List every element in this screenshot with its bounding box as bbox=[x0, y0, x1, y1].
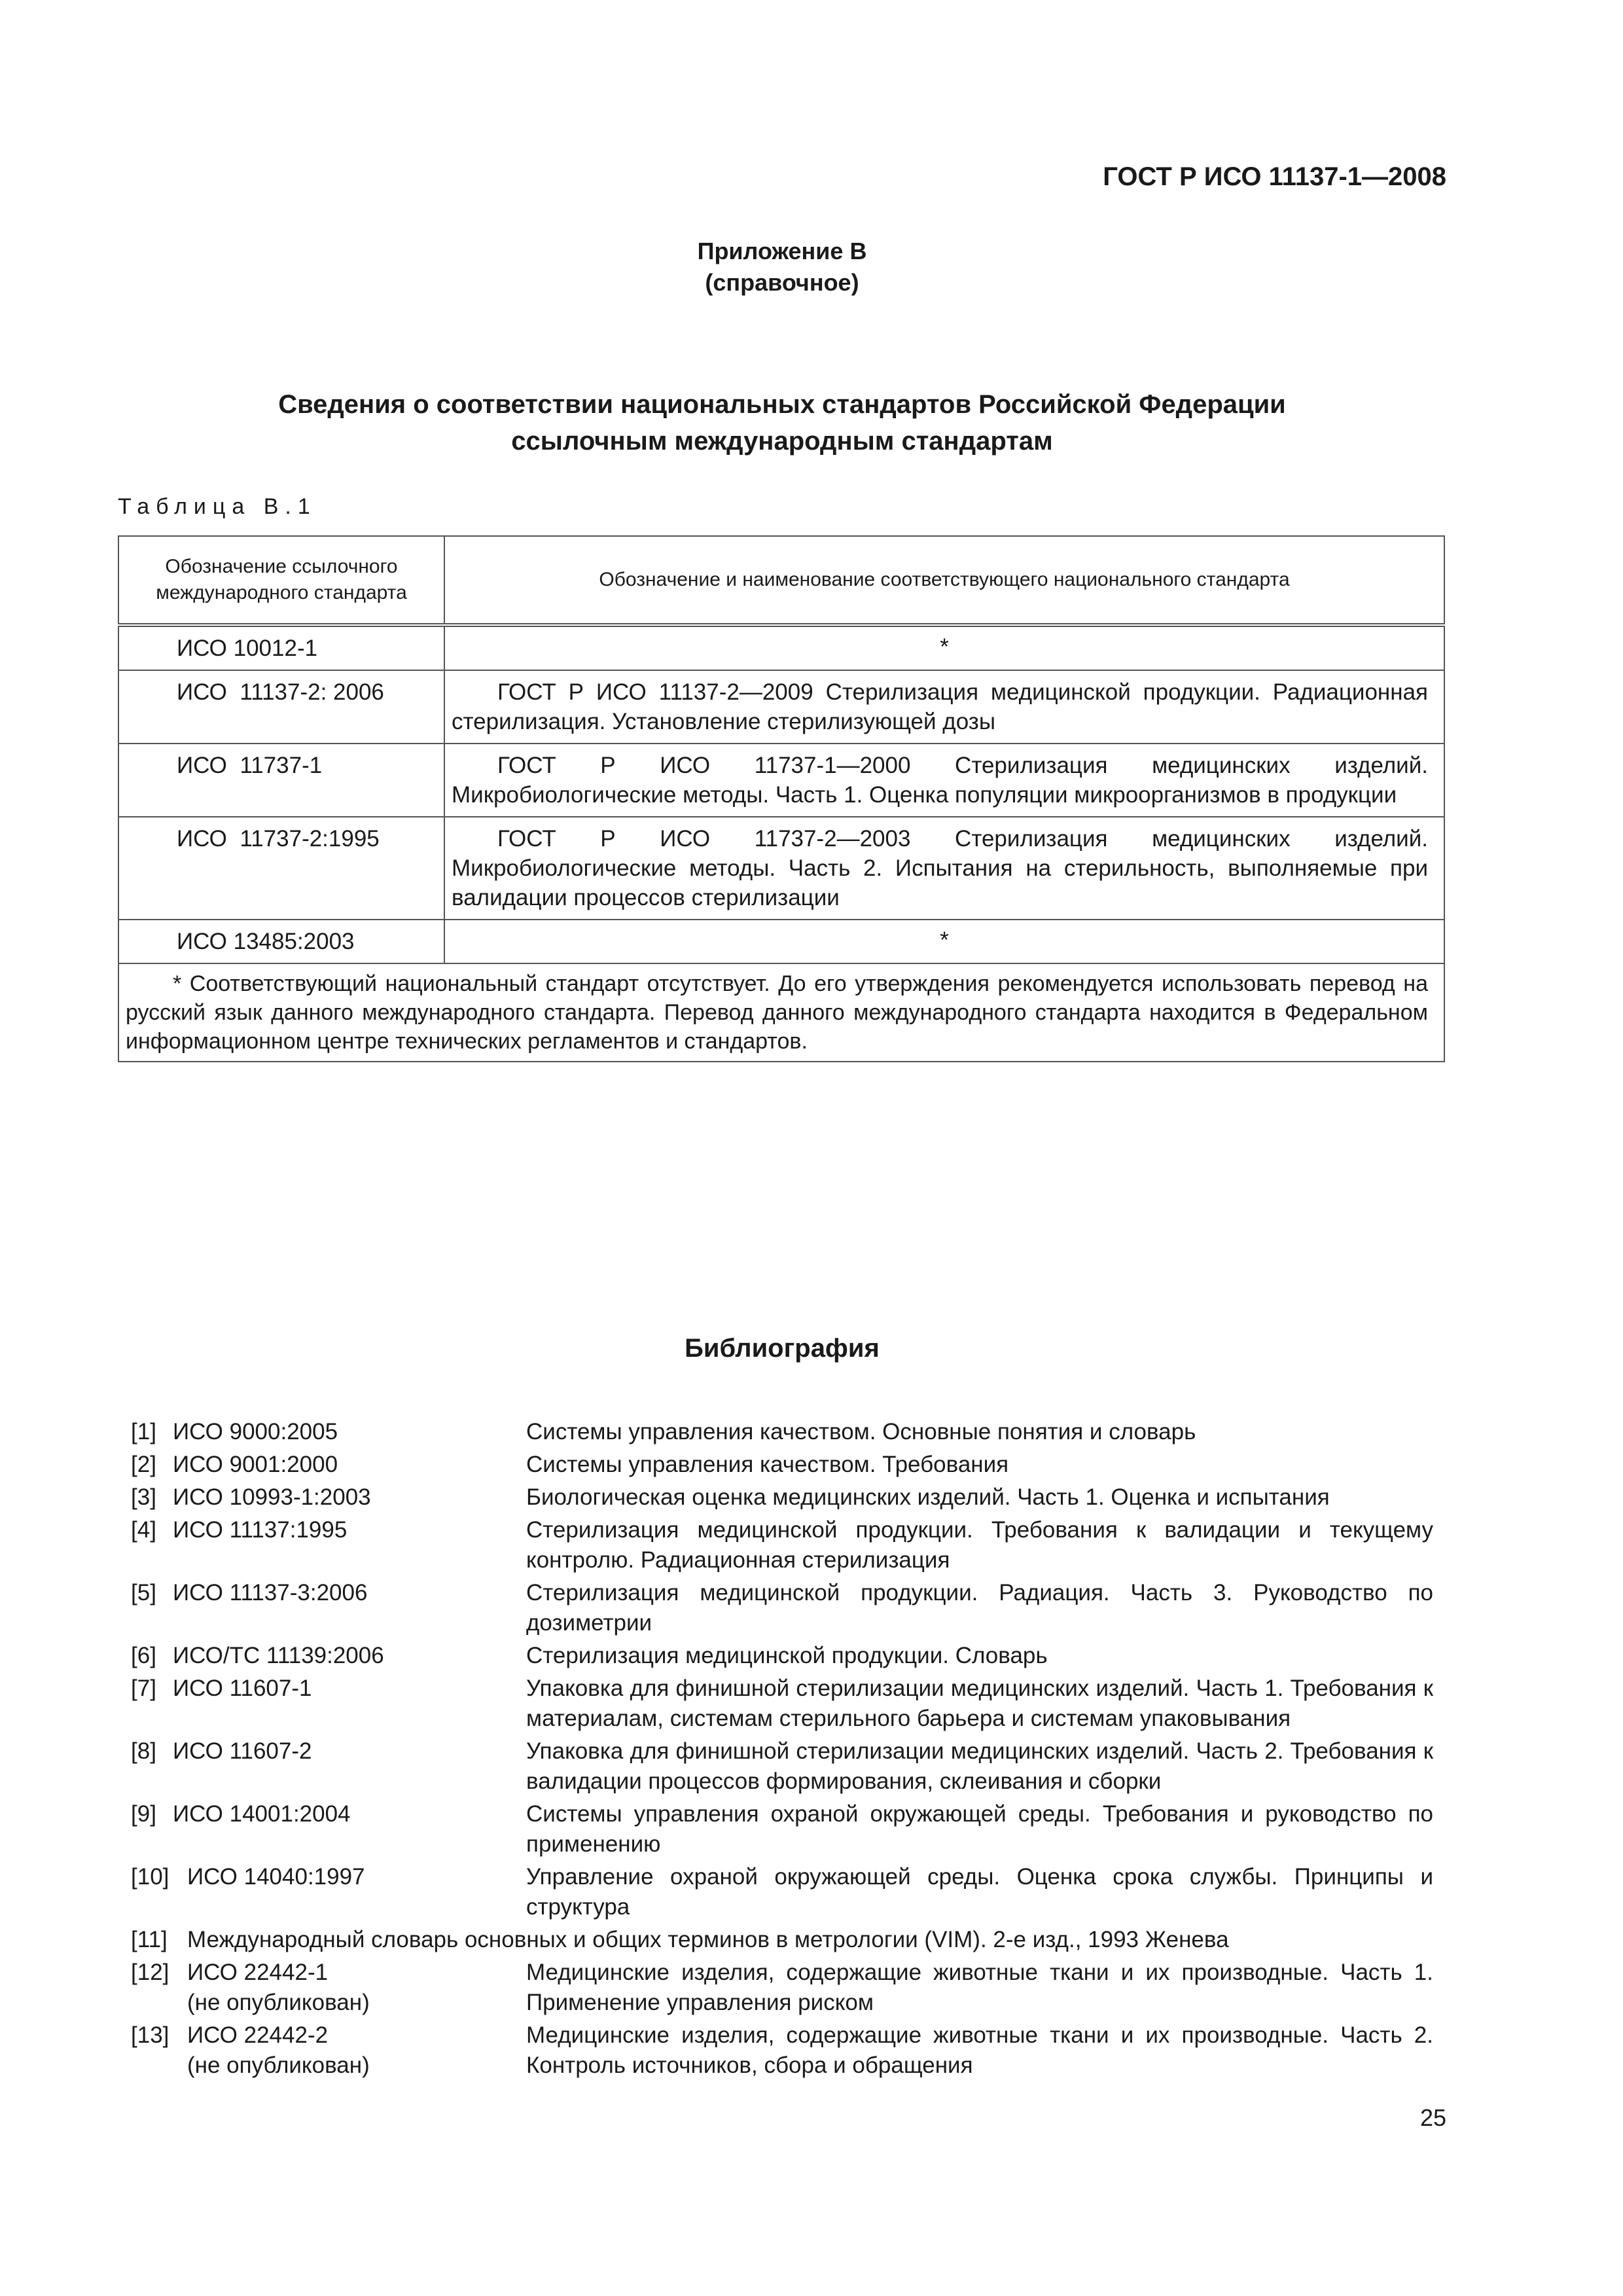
bib-number: [11] bbox=[131, 1927, 168, 1952]
bib-description: Упаковка для финишной стерилизации медицинских изделий. Часть 1. Требования к материалам, системам стерильного барьера и системам упаковывания bbox=[526, 1676, 1433, 1731]
bib-code: ИСО 9000:2005 bbox=[173, 1419, 338, 1444]
bib-description: Системы управления качеством. Требования bbox=[526, 1452, 1009, 1477]
bib-description: Системы управления качеством. Основные понятия и словарь bbox=[526, 1419, 1196, 1444]
table-cell-iso: ИСО 13485:2003 bbox=[118, 920, 444, 963]
bib-code: ИСО 14001:2004 bbox=[173, 1801, 351, 1827]
bib-description: Системы управления охраной окружающей среды. Требования и руководство по применению bbox=[526, 1801, 1433, 1857]
list-item bbox=[131, 1417, 1433, 1447]
table-header-national: Обозначение и наименование соответствующего национального стандарта bbox=[444, 536, 1444, 625]
annex-title: Приложение В bbox=[697, 238, 867, 264]
correspondence-table bbox=[118, 535, 1445, 1062]
bib-number: [5] bbox=[131, 1580, 156, 1605]
bib-code: ИСО 11137-3:2006 bbox=[173, 1580, 368, 1605]
bib-code: ИСО 11607-2 bbox=[173, 1738, 312, 1764]
table-row bbox=[118, 817, 1444, 920]
list-item bbox=[131, 1578, 1433, 1638]
list-item bbox=[131, 1482, 1433, 1513]
list-item bbox=[131, 1925, 1433, 1955]
table-row bbox=[118, 625, 1444, 670]
bib-description: Медицинские изделия, содержащие животные ткани и их производные. Часть 2. Контроль источников, сбора и обращения bbox=[526, 2022, 1433, 2078]
list-item bbox=[131, 2020, 1433, 2081]
section-title-line-2: ссылочным международным стандартам bbox=[511, 427, 1053, 456]
table-cell-iso: ИСО 11737-2:1995 bbox=[118, 817, 444, 920]
table-cell-national: ГОСТ Р ИСО 11737-1—2000 Стерилизация медицинских изделий. Микробиологические методы. Часть 1. Оценка популяции микроорганизмов в продукции bbox=[444, 744, 1444, 817]
table-note-row bbox=[118, 963, 1444, 1062]
list-item bbox=[131, 1862, 1433, 1922]
list-item bbox=[131, 1958, 1433, 2018]
annex-type: (справочное) bbox=[705, 269, 859, 296]
list-item bbox=[131, 1736, 1433, 1797]
section-title-line-1: Сведения о соответствии национальных стандартов Российской Федерации bbox=[278, 390, 1286, 419]
bib-description: Стерилизация медицинской продукции. Требования к валидации и текущему контролю. Радиационная стерилизация bbox=[526, 1517, 1433, 1573]
bib-number: [4] bbox=[131, 1517, 156, 1543]
table-cell-iso: ИСО 11137-2: 2006 bbox=[118, 670, 444, 744]
bib-code: ИСО 22442-1 (не опубликован) bbox=[187, 1960, 370, 2015]
table-cell-iso: ИСО 11737-1 bbox=[118, 744, 444, 817]
table-row bbox=[118, 670, 1444, 744]
bib-code: ИСО 22442-2 (не опубликован) bbox=[187, 2022, 370, 2078]
bib-number: [7] bbox=[131, 1676, 156, 1701]
table-cell-iso: ИСО 10012-1 bbox=[118, 625, 444, 670]
bib-number: [1] bbox=[131, 1419, 156, 1444]
table-caption: Таблица В.1 bbox=[118, 494, 317, 519]
list-item bbox=[131, 1450, 1433, 1480]
bib-number: [8] bbox=[131, 1738, 156, 1764]
bib-number: [3] bbox=[131, 1484, 156, 1510]
bib-number: [6] bbox=[131, 1643, 156, 1668]
bib-code: ИСО 9001:2000 bbox=[173, 1452, 338, 1477]
bib-code: ИСО 11137:1995 bbox=[173, 1517, 348, 1543]
bib-code: ИСО/ТС 11139:2006 bbox=[173, 1643, 384, 1668]
bibliography-title: Библиография bbox=[685, 1334, 880, 1363]
bib-number: [2] bbox=[131, 1452, 156, 1477]
bib-description: Упаковка для финишной стерилизации медицинских изделий. Часть 2. Требования к валидации процессов формирования, склеивания и сборки bbox=[526, 1738, 1433, 1794]
bib-number: [13] bbox=[131, 2022, 169, 2048]
bib-code: ИСО 10993-1:2003 bbox=[173, 1484, 371, 1510]
bib-number: [9] bbox=[131, 1801, 156, 1827]
section-title bbox=[0, 386, 1564, 459]
list-item bbox=[131, 1515, 1433, 1575]
table-row bbox=[118, 744, 1444, 817]
table-header-international: Обозначение ссылочного международного стандарта bbox=[118, 536, 444, 625]
bib-number: [10] bbox=[131, 1864, 169, 1890]
list-item bbox=[131, 1674, 1433, 1734]
table-note: * Соответствующий национальный стандарт отсутствует. До его утверждения рекомендуется использовать перевод на русский язык данного международного стандарта. Перевод данного международного стандарта находится в Федеральном информационном центре технических регламентов и стандартов. bbox=[118, 963, 1444, 1062]
table-row bbox=[118, 920, 1444, 963]
table-cell-national: ГОСТ Р ИСО 11737-2—2003 Стерилизация медицинских изделий. Микробиологические методы. Часть 2. Испытания на стерильность, выполняемые при валидации процессов стерилизации bbox=[444, 817, 1444, 920]
bib-code: ИСО 14040:1997 bbox=[187, 1864, 365, 1890]
bibliography-list bbox=[131, 1417, 1433, 2083]
bib-code: ИСО 11607-1 bbox=[173, 1676, 312, 1701]
list-item bbox=[131, 1799, 1433, 1859]
bib-description: Стерилизация медицинской продукции. Радиация. Часть 3. Руководство по дозиметрии bbox=[526, 1580, 1433, 1636]
bib-description: Международный словарь основных и общих терминов в метрологии (VIM). 2-е изд., 1993 Женева bbox=[187, 1927, 1229, 1952]
bib-number: [12] bbox=[131, 1960, 169, 1985]
bib-description: Стерилизация медицинской продукции. Словарь bbox=[526, 1643, 1048, 1668]
bib-description: Управление охраной окружающей среды. Оценка срока службы. Принципы и структура bbox=[526, 1864, 1433, 1920]
table-header-row bbox=[118, 536, 1444, 625]
bib-description: Медицинские изделия, содержащие животные ткани и их производные. Часть 1. Применение управления риском bbox=[526, 1960, 1433, 2015]
table-cell-national: * bbox=[444, 625, 1444, 670]
page-number: 25 bbox=[1419, 2104, 1446, 2131]
annex-heading bbox=[0, 236, 1564, 298]
table-cell-national: ГОСТ Р ИСО 11137-2—2009 Стерилизация медицинской продукции. Радиационная стерилизация. Установление стерилизующей дозы bbox=[444, 670, 1444, 744]
table-cell-national: * bbox=[444, 920, 1444, 963]
bib-description: Биологическая оценка медицинских изделий. Часть 1. Оценка и испытания bbox=[526, 1484, 1330, 1510]
page-header-standard-code: ГОСТ Р ИСО 11137-1—2008 bbox=[1103, 162, 1446, 191]
list-item bbox=[131, 1641, 1433, 1671]
